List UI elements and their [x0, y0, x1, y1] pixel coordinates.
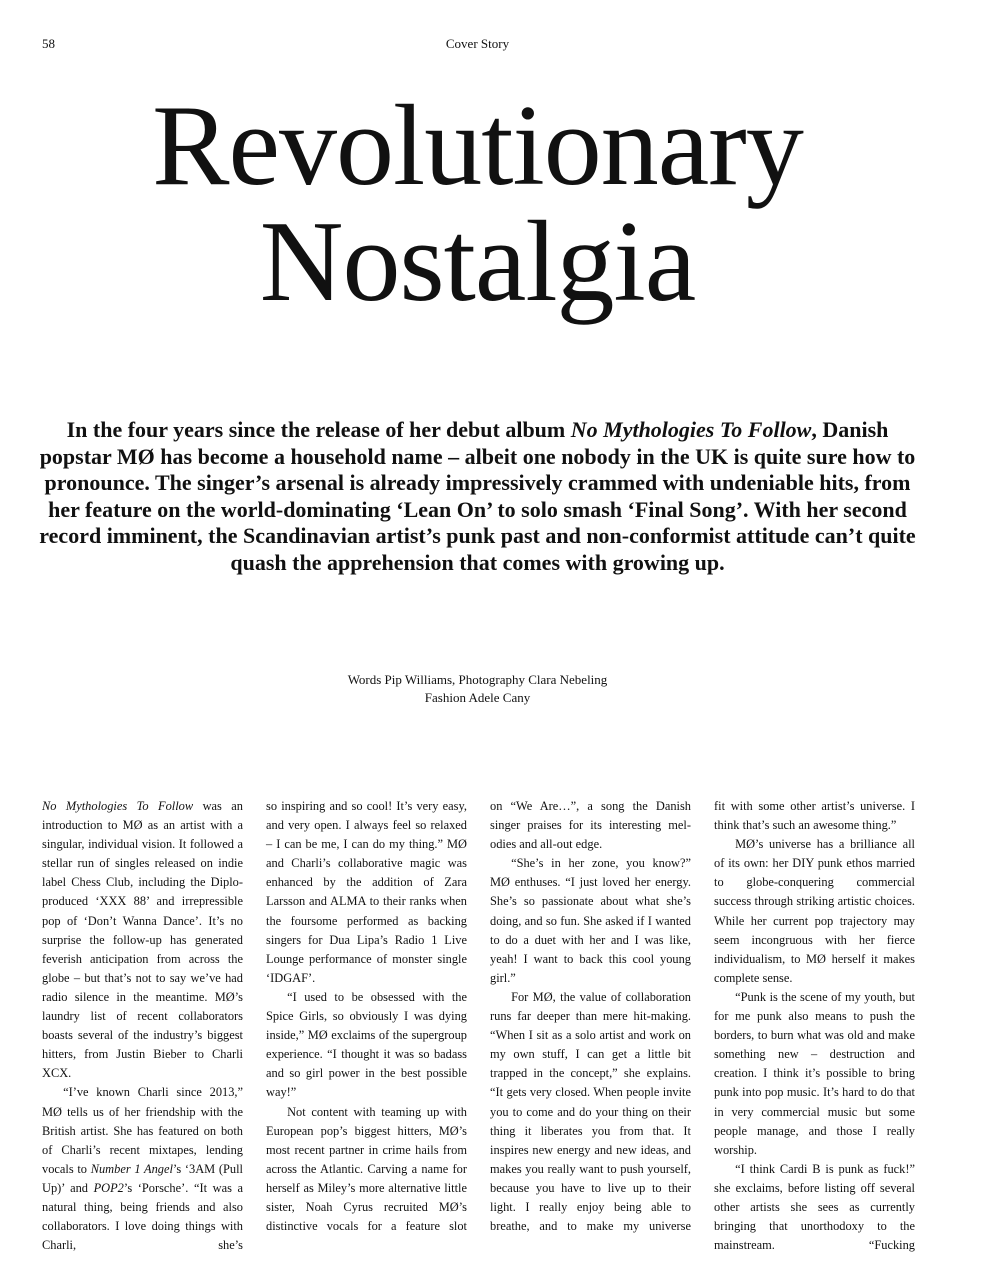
paragraph-text: was an introduction to MØ as an artist with a singular, individual vision. It followed a stellar run of singles released on indie label Chess Club, including the Diplo-produced ‘XXX 88’ and irrepressible pop of ‘Don’t Wanna Dance’. It’s no surprise the follow-up has generated feverish anticipation from across the globe – but that’s not to say we’ve had radio silence in the meantime. MØ’s laundry list of recent collaborators boasts several of the industry’s biggest hitters, from Justin Bieber to Charli XCX. [42, 799, 243, 1081]
paragraph: on “We Are…”, a song the Danish singer praises for its interesting melodies and all-out edge. [490, 799, 691, 852]
paragraph: fit with some other artist’s universe. I think that’s such an awesome thing.” [714, 799, 915, 833]
paragraph: “She’s in her zone, you know?” MØ enthuses. “I just loved her energy. She’s so passionate about what she’s doing, and so fun. She asked if I wanted to do a duet with her and I was like, yeah! I want to back this cool young girl.” [490, 856, 691, 985]
paragraph [42, 797, 243, 1083]
body-column-4 [714, 797, 915, 1255]
paragraph: “Punk is the scene of my youth, but for me punk also means to push the borders, to burn what was old and make something new – destruction and creation. I think it’s possible to bring punk into pop music. It’s hard to do that in very commercial music but some people manage, and those I really worship. [714, 989, 915, 1157]
body-column-1 [42, 797, 243, 1255]
page-number: 58 [42, 36, 55, 51]
body-columns [42, 797, 915, 1255]
standfirst-album-title: No Mythologies To Follow [570, 417, 812, 442]
paragraph: “I used to be obsessed with the Spice Girls, so obviously I was dying inside,” MØ exclaims of the supergroup experience. “I thought it was so badass and so girl power in the best possible way!” [266, 989, 467, 1100]
credits-line-2: Fashion Adele Cany [424, 690, 531, 705]
paragraph-text: ’s ‘3AM (Pull Up)’ and [42, 1161, 243, 1195]
standfirst-text-2: , Danish popstar MØ has become a household name – albeit one nobody in the UK is quite sure how to pronounce. The singer’s arsenal is already impressively crammed with undeniable hits, from her feature on the world-dominating ‘Lean On’ to solo smash ‘Final Song’. With her second record imminent, the Scandinavian artist’s punk past and non-conformist attitude can’t quite quash the apprehension that comes with growing up. [39, 417, 916, 575]
section-label: Cover Story [445, 36, 510, 51]
paragraph: Not content with teaming up with European pop’s biggest hitters, MØ’s most recent partner in crime hails from across the Atlantic. Carving a name for herself as Miley’s more alternative little sister, Noah Cyrus recruited MØ’s distinctive vocals for a feature slot [266, 1104, 467, 1234]
paragraph-text: ’s ‘Porsche’. “It was a natural thing, being friends and also collaborators. I love doing things with Charli, she’s [42, 1180, 243, 1253]
title-line-1: Revolutionary [152, 82, 803, 210]
paragraph-text: “I’ve known Charli since 2013,” MØ tells us of her friendship with the British artist. She has featured on both of Charli’s recent mixtapes, lending vocals to [42, 1085, 243, 1176]
standfirst [30, 417, 925, 577]
credits [0, 671, 955, 707]
standfirst-text-1: In the four years since the release of her debut album [66, 417, 571, 442]
paragraph [42, 1083, 243, 1255]
paragraph: MØ’s universe has a brilliance all of its own: her DIY punk ethos married to globe-conquering commercial success through striking artistic choices. While her current pop trajectory may seem incongruous with her fierce individualism, to MØ herself it makes complete sense. [714, 837, 915, 985]
article-title [0, 82, 955, 326]
mixtape-title-italic: Number 1 Angel [90, 1161, 173, 1176]
album-title-italic: No Mythologies To Follow [42, 799, 194, 813]
mixtape-title-italic: POP2 [93, 1180, 124, 1195]
paragraph: so inspiring and so cool! It’s very easy, and very open. I always feel so relaxed – I can be me, I can do my thing.” MØ and Charli’s collaborative magic was enhanced by the addition of Zara Larsson and ALMA to their ranks when the foursome performed as backing singers for Dua Lipa’s Radio 1 Live Lounge performance of monster single ‘IDGAF’. [266, 799, 467, 985]
body-column-3 [490, 797, 691, 1255]
credits-line-1: Words Pip Williams, Photography Clara Nebeling [347, 672, 608, 687]
body-column-2 [266, 797, 467, 1255]
paragraph: “I think Cardi B is punk as fuck!” she exclaims, before listing off several other artists she sees as currently bringing that unorthodoxy to the mainstream. “Fucking [714, 1161, 915, 1253]
paragraph: For MØ, the value of collaboration runs far deeper than mere hit-making. “When I sit as a solo artist and work on my own stuff, I can get a little bit trapped in the concept,” she explains. “It gets very closed. When people invite you to come and do your thing on their thing it liberates you from that. It inspires new energy and new ideas, and makes you really want to push yourself, because you have to live up to their light. I really enjoy being able to breathe, and to make my universe [490, 989, 691, 1234]
title-line-2: Nostalgia [259, 198, 696, 326]
